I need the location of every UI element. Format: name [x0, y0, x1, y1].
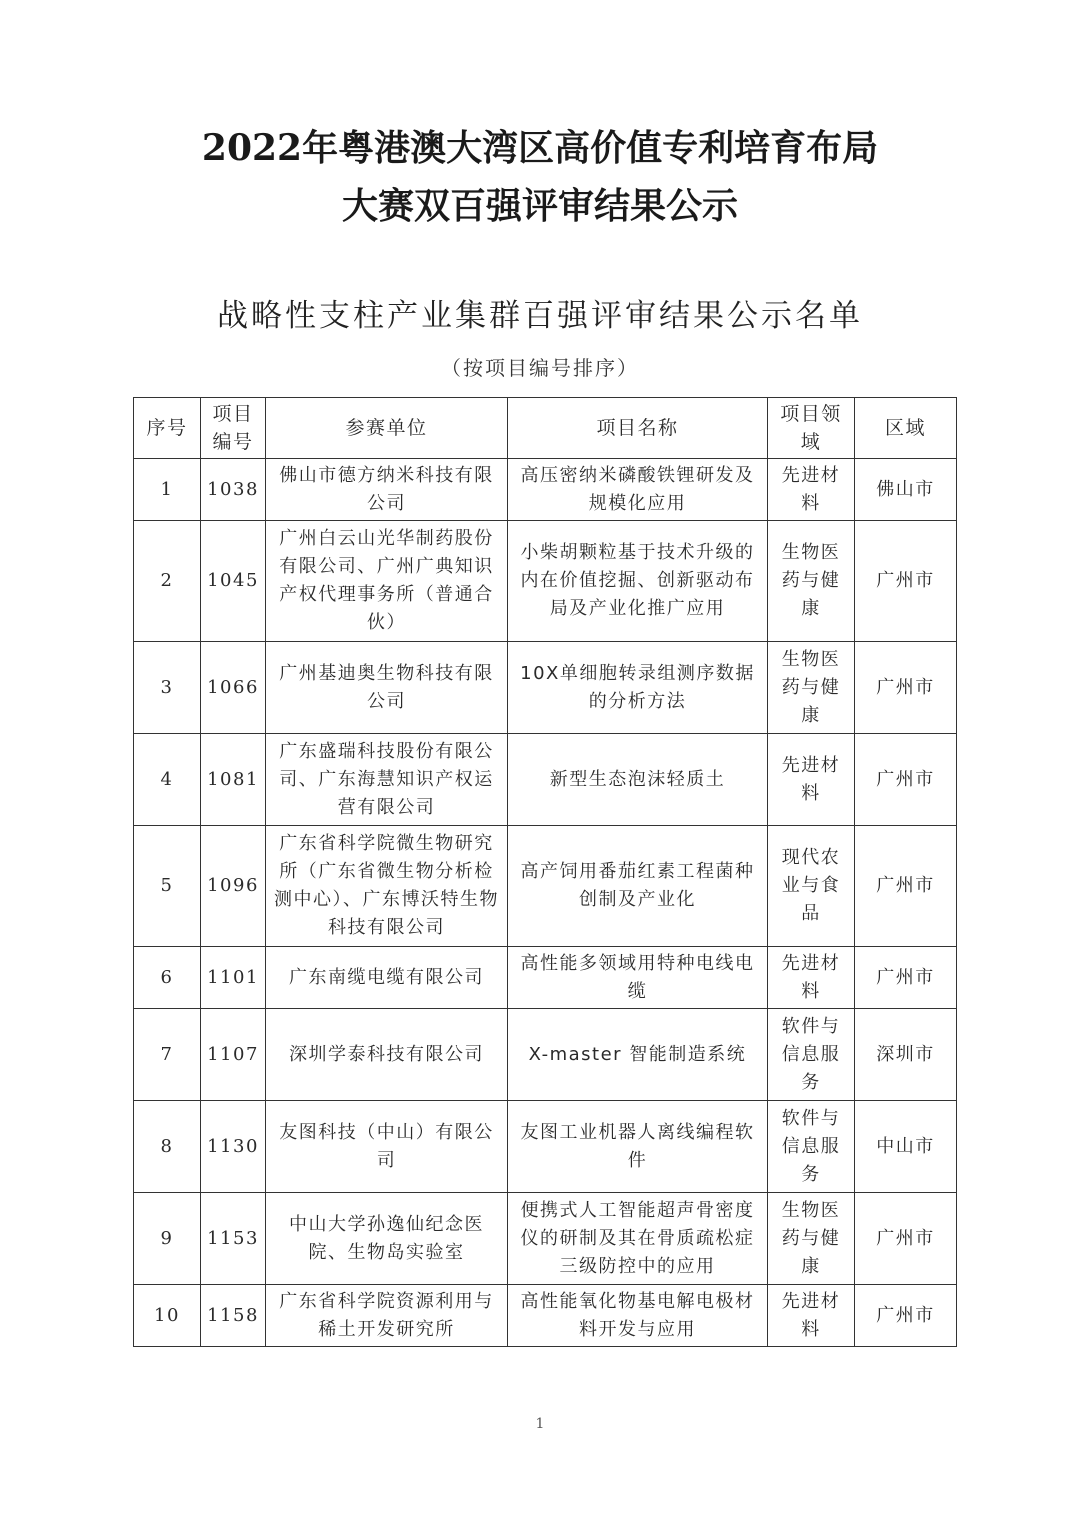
cell-project-id: 1081: [201, 734, 266, 826]
cell-project-name: 高产饲用番茄红素工程菌种创制及产业化: [508, 826, 768, 947]
cell-organization: 广东省科学院资源利用与稀土开发研究所: [266, 1285, 508, 1347]
cell-field: 软件与信息服务: [768, 1101, 855, 1193]
cell-project-name: 新型生态泡沫轻质土: [508, 734, 768, 826]
cell-seq: 7: [134, 1009, 201, 1101]
cell-seq: 8: [134, 1101, 201, 1193]
cell-field: 生物医药与健康: [768, 1193, 855, 1285]
cell-project-name: 高压密纳米磷酸铁锂研发及规模化应用: [508, 459, 768, 521]
cell-region: 广州市: [855, 826, 957, 947]
cell-field: 先进材料: [768, 459, 855, 521]
cell-seq: 10: [134, 1285, 201, 1347]
header-project-id: 项目编号: [201, 398, 266, 459]
cell-project-id: 1038: [201, 459, 266, 521]
cell-organization: 广东省科学院微生物研究所（广东省微生物分析检测中心）、广东博沃特生物科技有限公司: [266, 826, 508, 947]
table-row: [134, 947, 957, 1009]
cell-seq: 5: [134, 826, 201, 947]
cell-project-name: 便携式人工智能超声骨密度仪的研制及其在骨质疏松症三级防控中的应用: [508, 1193, 768, 1285]
cell-region: 广州市: [855, 642, 957, 734]
table-row: [134, 1009, 957, 1101]
cell-field: 现代农业与食品: [768, 826, 855, 947]
cell-organization: 广州白云山光华制药股份有限公司、广州广典知识产权代理事务所（普通合伙）: [266, 521, 508, 642]
table-row: [134, 642, 957, 734]
document-title-line-1: 2022年粤港澳大湾区高价值专利培育布局: [201, 127, 879, 169]
cell-project-id: 1130: [201, 1101, 266, 1193]
header-seq: 序号: [134, 398, 201, 459]
document-title-line-2: 大赛双百强评审结果公示: [341, 185, 738, 227]
cell-field: 先进材料: [768, 947, 855, 1009]
header-region: 区域: [855, 398, 957, 459]
results-table: [133, 397, 957, 1347]
table-row: [134, 826, 957, 947]
cell-seq: 3: [134, 642, 201, 734]
table-row: [134, 734, 957, 826]
cell-organization: 广州基迪奥生物科技有限公司: [266, 642, 508, 734]
cell-organization: 广东南缆电缆有限公司: [266, 947, 508, 1009]
cell-project-name: 高性能多领域用特种电线电缆: [508, 947, 768, 1009]
cell-project-id: 1107: [201, 1009, 266, 1101]
cell-project-id: 1153: [201, 1193, 266, 1285]
cell-project-name: 10X单细胞转录组测序数据的分析方法: [508, 642, 768, 734]
table-row: [134, 1285, 957, 1347]
header-organization: 参赛单位: [266, 398, 508, 459]
cell-organization: 中山大学孙逸仙纪念医院、生物岛实验室: [266, 1193, 508, 1285]
cell-organization: 广东盛瑞科技股份有限公司、广东海慧知识产权运营有限公司: [266, 734, 508, 826]
cell-organization: 佛山市德方纳米科技有限公司: [266, 459, 508, 521]
cell-project-name: 小柴胡颗粒基于技术升级的内在价值挖掘、创新驱动布局及产业化推广应用: [508, 521, 768, 642]
cell-region: 广州市: [855, 521, 957, 642]
sort-note: （按项目编号排序）: [441, 356, 639, 380]
cell-project-id: 1101: [201, 947, 266, 1009]
cell-region: 中山市: [855, 1101, 957, 1193]
header-field: 项目领域: [768, 398, 855, 459]
cell-field: 生物医药与健康: [768, 521, 855, 642]
cell-region: 佛山市: [855, 459, 957, 521]
cell-field: 生物医药与健康: [768, 642, 855, 734]
cell-organization: 深圳学泰科技有限公司: [266, 1009, 508, 1101]
table-row: [134, 459, 957, 521]
cell-project-name: X-master 智能制造系统: [508, 1009, 768, 1101]
cell-field: 软件与信息服务: [768, 1009, 855, 1101]
table-row: [134, 1101, 957, 1193]
cell-organization: 友图科技（中山）有限公司: [266, 1101, 508, 1193]
cell-project-name: 高性能氧化物基电解电极材料开发与应用: [508, 1285, 768, 1347]
header-project-name: 项目名称: [508, 398, 768, 459]
cell-region: 深圳市: [855, 1009, 957, 1101]
table-row: [134, 1193, 957, 1285]
table-header-row: [134, 398, 957, 459]
cell-seq: 9: [134, 1193, 201, 1285]
cell-project-id: 1096: [201, 826, 266, 947]
list-subtitle: 战略性支柱产业集群百强评审结果公示名单: [217, 298, 863, 334]
cell-project-name: 友图工业机器人离线编程软件: [508, 1101, 768, 1193]
cell-region: 广州市: [855, 734, 957, 826]
cell-field: 先进材料: [768, 734, 855, 826]
cell-region: 广州市: [855, 1193, 957, 1285]
cell-field: 先进材料: [768, 1285, 855, 1347]
cell-project-id: 1066: [201, 642, 266, 734]
cell-seq: 4: [134, 734, 201, 826]
page-number: 1: [535, 1416, 545, 1432]
cell-seq: 6: [134, 947, 201, 1009]
table-row: [134, 521, 957, 642]
cell-seq: 1: [134, 459, 201, 521]
cell-seq: 2: [134, 521, 201, 642]
cell-project-id: 1158: [201, 1285, 266, 1347]
cell-region: 广州市: [855, 947, 957, 1009]
cell-region: 广州市: [855, 1285, 957, 1347]
cell-project-id: 1045: [201, 521, 266, 642]
